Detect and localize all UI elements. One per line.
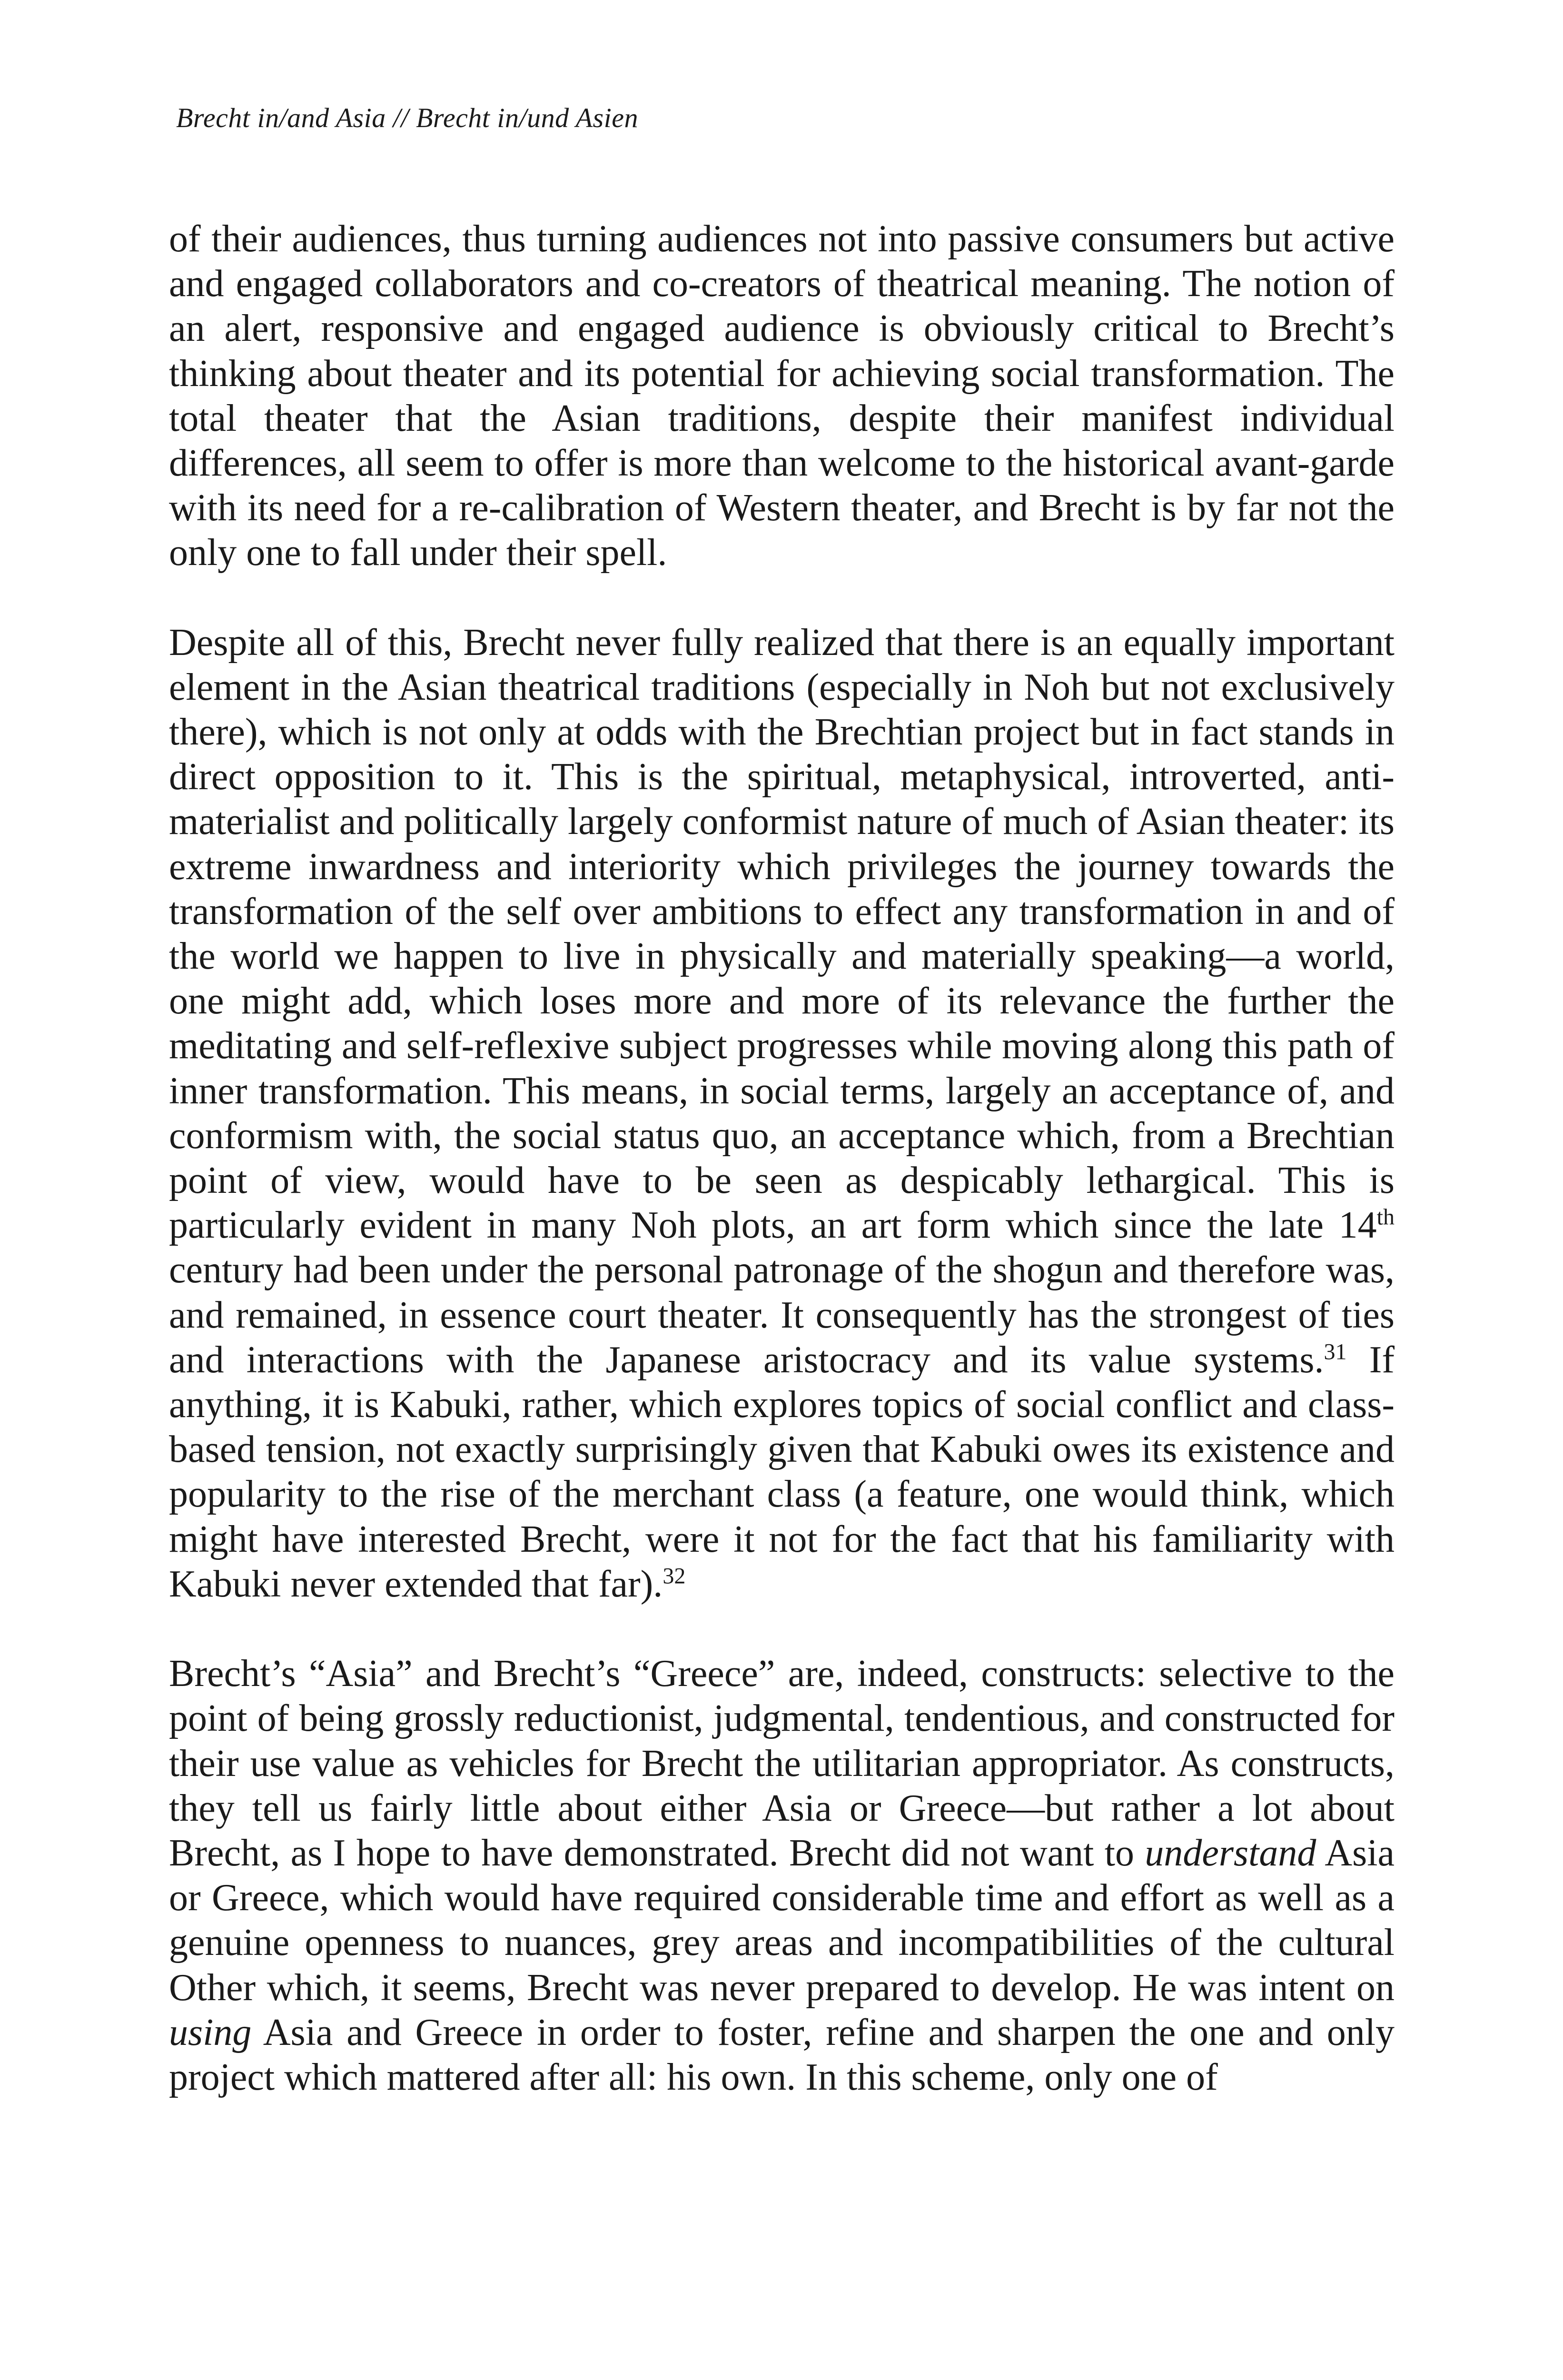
text-run: Brecht’s “Asia” and Brecht’s “Greece” are, indeed, constructs: selective to the point of being grossly reductionist, judgmental, tendentious, and constructed for their use value as vehicles for Brecht the utilitarian appropriator. As constructs, they tell us fairly little about either Asia or Greece—but rather a lot about Brecht, as I hope to have demonstrated. Brecht did not want to — [169, 1653, 1395, 1874]
superscript: th — [1376, 1204, 1395, 1230]
superscript: 32 — [663, 1563, 686, 1589]
text-run: century had been under the personal patronage of the shogun and therefore was, and remained, in essence court theater. It consequently has the strongest of ties and interactions with the Japanese aristocracy and its value systems. — [169, 1249, 1395, 1381]
text-run: Asia or Greece, which would have required considerable time and effort as well as a genuine openness to nuances, grey areas and incompatibilities of the cultural Other which, it seems, Brecht was never prepared to develop. He was intent on — [169, 1832, 1395, 2009]
paragraph — [169, 217, 1395, 575]
text-run: Despite all of this, Brecht never fully realized that there is an equally important element in the Asian theatrical traditions (especially in Noh but not exclusively there), which is not only at odds with the Brechtian project but in fact stands in direct opposition to it. This is the spiritual, metaphysical, introverted, anti-materialist and politically largely conformist nature of much of Asian theater: its extreme inwardness and interiority which privileges the journey towards the transformation of the self over ambitions to effect any transformation in and of the world we happen to live in physically and materially speaking—a world, one might add, which loses more and more of its relevance the further the meditating and self-reflexive subject progresses while moving along this path of inner transformation. This means, in social terms, largely an acceptance of, and conformism with, the social status quo, an acceptance which, from a Brechtian point of view, would have to be seen as despicably lethargical. This is particularly evident in many Noh plots, an art form which since the late 14 — [169, 621, 1395, 1247]
paragraph — [169, 620, 1395, 1606]
text-run: of their audiences, thus turning audiences not into passive consumers but active and engaged collaborators and co-creators of theatrical meaning. The notion of an alert, responsive and engaged audience is obviously critical to Brecht’s thinking about theater and its potential for achieving social transformation. The total theater that the Asian traditions, despite their manifest individual differences, all seem to offer is more than welcome to the historical avant-garde with its need for a re-calibration of Western theater, and Brecht is by far not the only one to fall under their spell. — [169, 218, 1395, 574]
paragraph — [169, 1651, 1395, 2100]
text-run: If anything, it is Kabuki, rather, which explores topics of social conflict and class-based tension, not exactly surprisingly given that Kabuki owes its existence and popularity to the rise of the merchant class (a feature, one would think, which might have interested Brecht, were it not for the fact that his familiarity with Kabuki never extended that far). — [169, 1339, 1395, 1605]
body-text — [169, 217, 1395, 2100]
text-run: Asia and Greece in order to foster, refine and sharpen the one and only project which mattered after all: his own. In this scheme, only one of — [169, 2011, 1395, 2098]
superscript: 31 — [1324, 1339, 1347, 1365]
italic-text: understand — [1145, 1832, 1316, 1874]
running-head: Brecht in/and Asia // Brecht in/und Asien — [176, 102, 638, 133]
italic-text: using — [169, 2011, 252, 2053]
